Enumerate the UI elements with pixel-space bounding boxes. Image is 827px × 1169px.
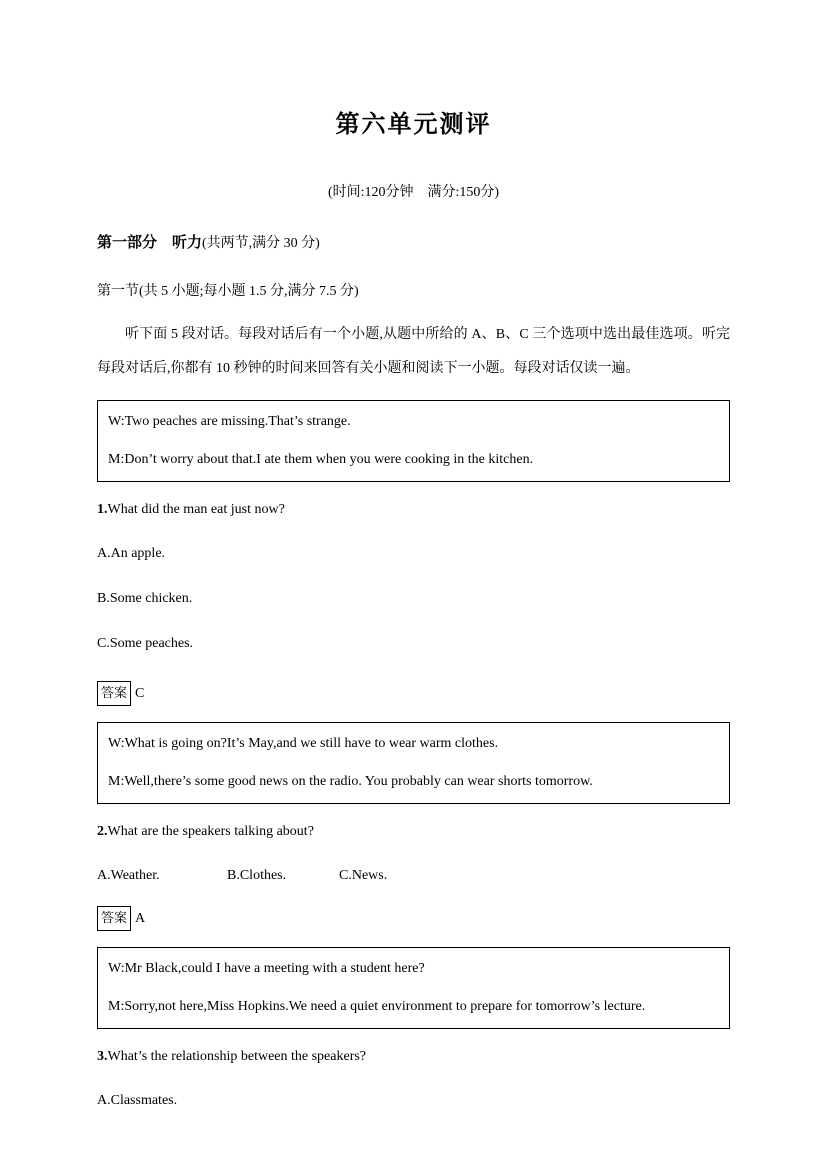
part1-heading-rest: (共两节,满分 30 分) bbox=[202, 236, 320, 251]
question-1 bbox=[97, 502, 730, 518]
part1-heading bbox=[97, 231, 730, 252]
section1-heading: 第一节(共 5 小题;每小题 1.5 分,满分 7.5 分) bbox=[97, 284, 359, 299]
question-2-text: What are the speakers talking about? bbox=[107, 824, 314, 839]
question-3-text: What’s the relationship between the speakers? bbox=[107, 1049, 367, 1064]
question-3-option-a: A.Classmates. bbox=[97, 1093, 178, 1108]
question-2-options bbox=[97, 868, 730, 884]
page-title: 第六单元测评 bbox=[335, 112, 492, 138]
answer-row-1 bbox=[97, 681, 730, 706]
dialogue-line: M:Well,there’s some good news on the radio. You probably can wear shorts tomorrow. bbox=[108, 774, 593, 789]
question-2-option-a: A.Weather. bbox=[97, 868, 160, 883]
exam-meta: (时间:120分钟 满分:150分) bbox=[327, 185, 500, 200]
question-3 bbox=[97, 1049, 730, 1065]
answer-label: 答案 bbox=[97, 906, 131, 931]
dialogue-line: W:Two peaches are missing.That’s strange. bbox=[108, 414, 351, 429]
question-1-text: What did the man eat just now? bbox=[107, 502, 285, 517]
answer-1-value: C bbox=[135, 685, 145, 701]
part1-heading-bold: 第一部分 听力 bbox=[97, 235, 203, 251]
question-1-number: 1. bbox=[97, 502, 108, 517]
dialogue-box-3 bbox=[97, 947, 730, 1029]
question-1-option-b: B.Some chicken. bbox=[97, 591, 193, 606]
answer-2-value: A bbox=[135, 910, 146, 926]
question-2-option-c: C.News. bbox=[339, 868, 388, 883]
question-2 bbox=[97, 824, 730, 840]
dialogue-line: M:Don’t worry about that.I ate them when you were cooking in the kitchen. bbox=[108, 452, 534, 467]
question-2-option-b: B.Clothes. bbox=[227, 868, 287, 883]
dialogue-box-2 bbox=[97, 722, 730, 804]
dialogue-line: W:What is going on?It’s May,and we still have to wear warm clothes. bbox=[108, 736, 499, 751]
question-3-number: 3. bbox=[97, 1049, 108, 1064]
question-1-option-a: A.An apple. bbox=[97, 546, 166, 561]
dialogue-line: M:Sorry,not here,Miss Hopkins.We need a quiet environment to prepare for tomorrow’s lecture. bbox=[108, 999, 646, 1014]
question-2-number: 2. bbox=[97, 824, 108, 839]
listening-instructions: 听下面 5 段对话。每段对话后有一个小题,从题中所给的 A、B、C 三个选项中选出最佳选项。听完每段对话后,你都有 10 秒钟的时间来回答有关小题和阅读下一小题。每段对话仅读一遍。 bbox=[97, 327, 730, 376]
question-1-option-c: C.Some peaches. bbox=[97, 636, 194, 651]
dialogue-line: W:Mr Black,could I have a meeting with a student here? bbox=[108, 961, 425, 976]
dialogue-box-1 bbox=[97, 400, 730, 482]
answer-row-2 bbox=[97, 906, 730, 931]
answer-label: 答案 bbox=[97, 681, 131, 706]
